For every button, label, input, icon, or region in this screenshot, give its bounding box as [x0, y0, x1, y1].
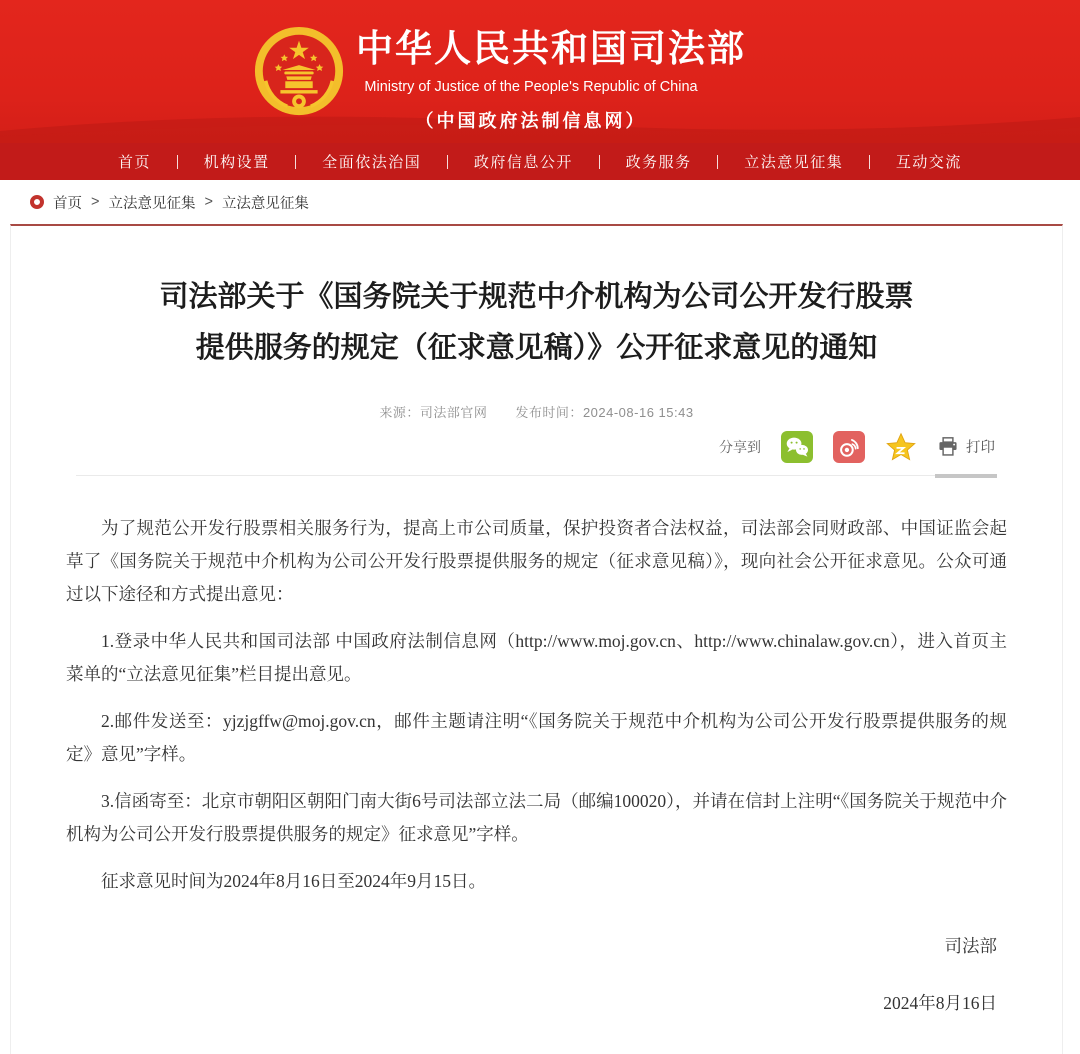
nav-item-legislation-comments[interactable]: 立法意见征集: [744, 154, 844, 171]
paragraph-channel-1: 1.登录中华人民共和国司法部 中国政府法制信息网（http://www.moj.gov.cn、http://www.chinalaw.gov.cn），进入首页主菜单的“立法意见征集”栏目提出意见。: [66, 630, 1007, 684]
site-title: 中华人民共和国司法部: [356, 28, 746, 69]
weibo-share-icon[interactable]: [833, 431, 865, 463]
printer-icon: [937, 436, 959, 458]
nav-item-rule-of-law[interactable]: 全面依法治国: [322, 154, 422, 171]
share-row: [66, 429, 1007, 465]
paragraph-channel-3: 3.信函寄至：北京市朝阳区朝阳门南大街6号司法部立法二局（邮编100020），并请在信封上注明“《国务院关于规范中介机构为公司公开发行股票提供服务的规定》征求意见”字样。: [66, 790, 1007, 844]
article-date: 2024年8月16日: [883, 992, 997, 1013]
article-title: [66, 272, 1007, 374]
share-label: 分享到: [719, 438, 761, 455]
breadcrumb-separator: >: [204, 194, 213, 210]
nav-separator: [869, 155, 870, 169]
nav-separator: [599, 155, 600, 169]
source-value: 司法部官网: [419, 404, 488, 420]
nav-separator: [177, 155, 178, 169]
print-button[interactable]: [937, 436, 995, 458]
nav-item-interaction[interactable]: 互动交流: [895, 154, 962, 171]
nav-item-gov-info[interactable]: 政府信息公开: [473, 154, 573, 171]
main-nav: [0, 143, 1080, 180]
nav-item-services[interactable]: 政务服务: [625, 154, 692, 171]
breadcrumb-bullet-icon: [30, 195, 44, 209]
article-body: [66, 512, 1007, 1054]
paragraph-intro: 为了规范公开发行股票相关服务行为，提高上市公司质量，保护投资者合法权益，司法部会同财政部、中国证监会起草了《国务院关于规范中介机构为公司公开发行股票提供服务的规定（征求意见稿）》，现向社会公开征求意见。公众可通过以下途径和方式提出意见：: [66, 517, 1007, 604]
nav-item-home[interactable]: 首页: [118, 154, 152, 171]
article-signature: 司法部: [944, 935, 997, 956]
print-label: 打印: [966, 440, 995, 456]
nav-separator: [295, 155, 296, 169]
paragraph-deadline: 征求意见时间为2024年8月16日至2024年9月15日。: [101, 870, 486, 891]
nav-separator: [717, 155, 718, 169]
article-title-line2: 提供服务的规定（征求意见稿）》公开征求意见的通知: [195, 331, 878, 364]
site-subtitle-en: Ministry of Justice of the People's Republic of China: [364, 79, 698, 95]
divider-thumb: [935, 474, 997, 478]
wechat-share-icon[interactable]: [781, 431, 813, 463]
site-header: [0, 0, 1080, 143]
content-card: [10, 224, 1063, 1054]
pubtime-value: 2024-08-16 15:43: [582, 404, 694, 420]
article-meta: [66, 402, 1007, 421]
site-subtitle-cn: （中国政府法制信息网）: [415, 111, 647, 131]
paragraph-channel-2: 2.邮件发送至：yjzjgffw@moj.gov.cn，邮件主题请注明“《国务院关于规范中介机构为公司公开发行股票提供服务的规定》意见”字样。: [66, 710, 1007, 764]
nav-separator: [447, 155, 448, 169]
breadcrumb-current[interactable]: 立法意见征集: [221, 195, 309, 212]
breadcrumb-section[interactable]: 立法意见征集: [108, 195, 196, 212]
breadcrumb-separator: >: [91, 194, 100, 210]
article-title-line1: 司法部关于《国务院关于规范中介机构为公司公开发行股票: [159, 281, 914, 313]
breadcrumb-home[interactable]: 首页: [53, 195, 82, 212]
breadcrumb: [0, 180, 1080, 224]
divider: [76, 475, 997, 476]
pubtime-label: 发布时间：: [515, 404, 583, 420]
nav-item-org[interactable]: 机构设置: [203, 154, 270, 171]
qzone-star-icon[interactable]: [885, 431, 917, 463]
national-emblem: [252, 24, 346, 118]
source-label: 来源：: [379, 404, 420, 420]
